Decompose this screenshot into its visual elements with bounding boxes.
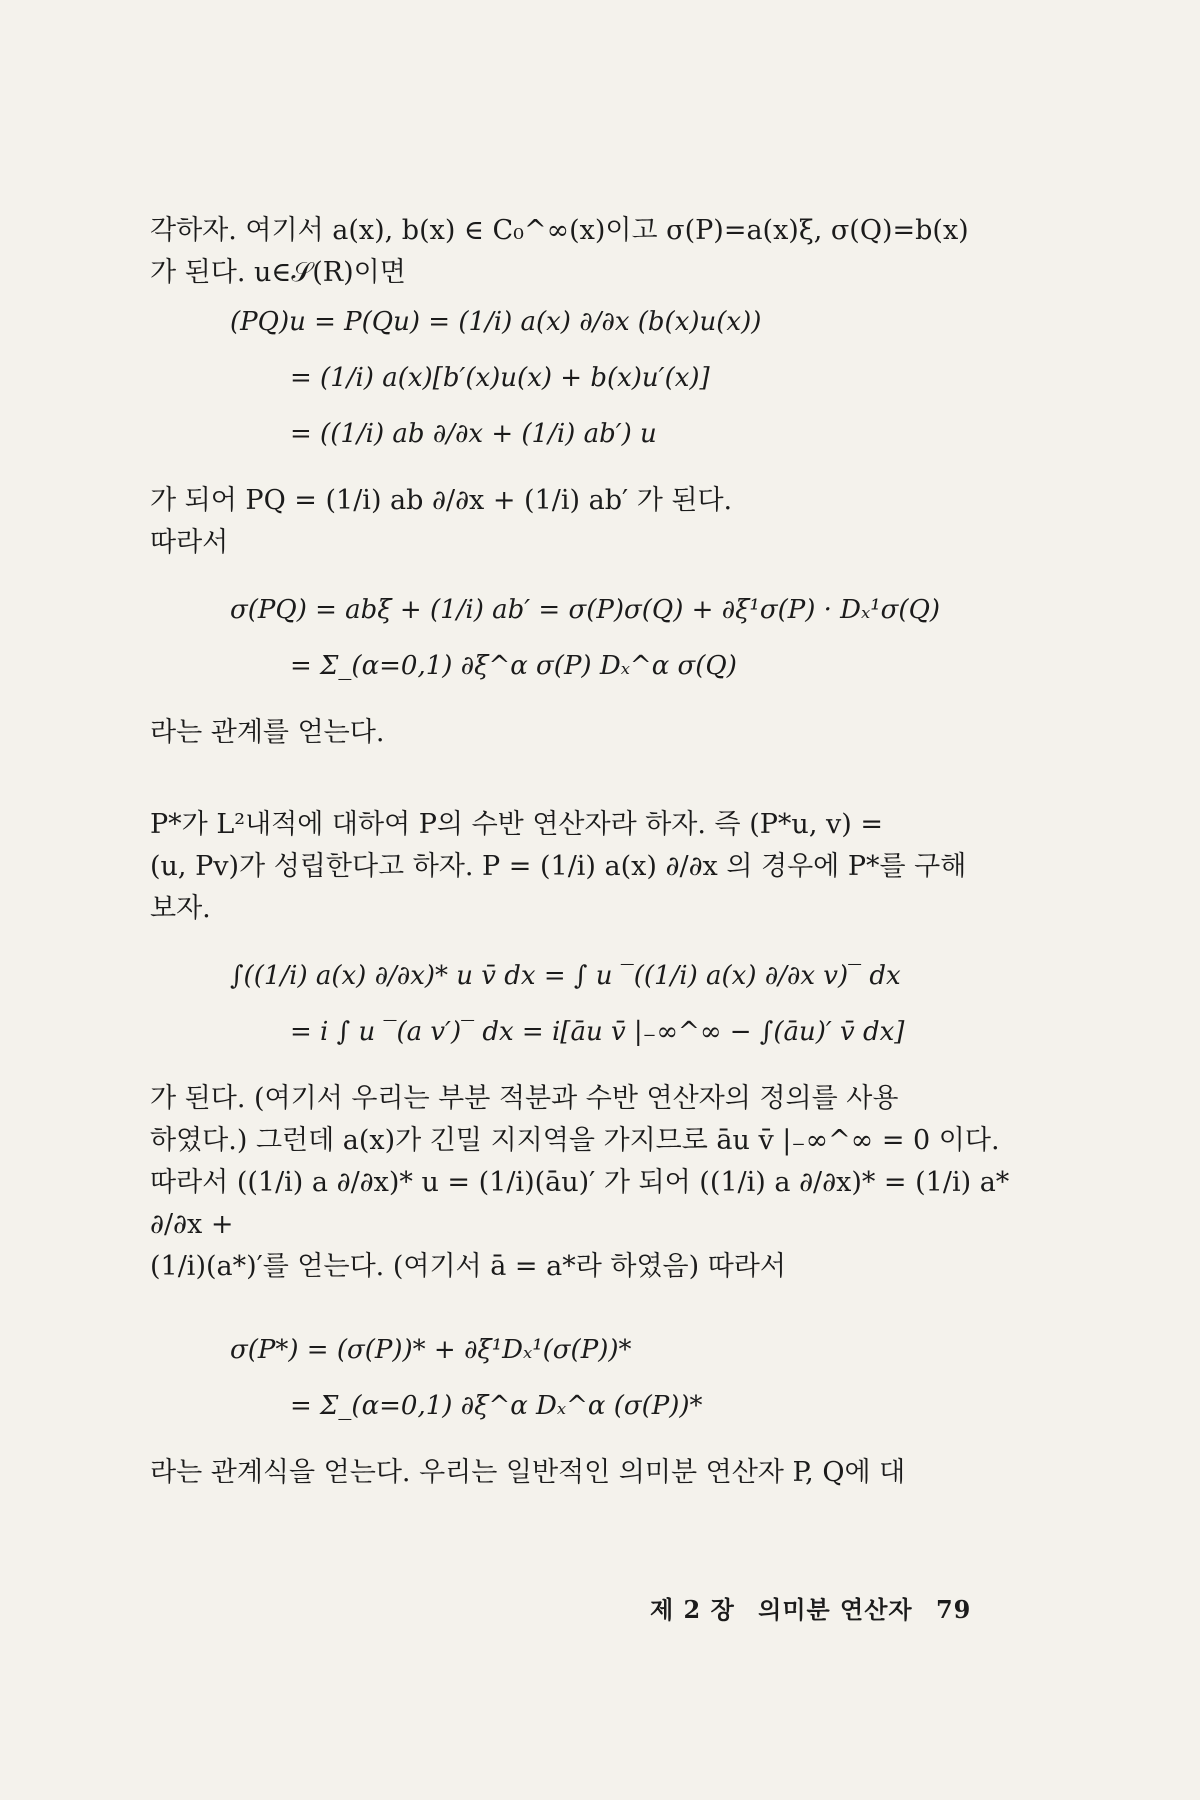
paragraph-line: 라는 관계식을 얻는다. 우리는 일반적인 의미분 연산자 P, Q에 대 xyxy=(150,1457,906,1488)
page-body xyxy=(150,210,1018,1494)
footer-title: 의미분 연산자 xyxy=(758,1595,913,1624)
paragraph-line: 각하자. 여기서 a(x), b(x) ∈ C₀^∞(x)이고 σ(P)=a(x)ξ, σ(Q)=b(x) xyxy=(150,215,969,246)
equation-line: = Σ_(α=0,1) ∂ξ^α σ(P) Dₓ^α σ(Q) xyxy=(290,651,737,681)
paragraph-line: P*가 L²내적에 대하여 P의 수반 연산자라 하자. 즉 (P*u, v) = xyxy=(150,809,883,840)
paragraph-line: 가 된다. (여기서 우리는 부분 적분과 수반 연산자의 정의를 사용 xyxy=(150,1083,899,1114)
paragraph-line: 라는 관계를 얻는다. xyxy=(150,717,385,748)
page-footer xyxy=(650,1590,985,1625)
paragraph-line: (1/i)(a*)′를 얻는다. (여기서 ā = a*라 하였음) 따라서 xyxy=(150,1251,786,1282)
equation-line: σ(PQ) = abξ + (1/i) ab′ = σ(P)σ(Q) + ∂ξ¹σ(P) · Dₓ¹σ(Q) xyxy=(230,595,941,625)
equation-line: = ((1/i) ab ∂/∂x + (1/i) ab′) u xyxy=(290,419,657,449)
paragraph-line: 가 된다. u∈𝒮(R)이면 xyxy=(150,257,406,288)
paragraph-line: (u, Pv)가 성립한다고 하자. P = (1/i) a(x) ∂/∂x 의 경우에 P*를 구해 xyxy=(150,851,967,882)
paragraph-line: 보자. xyxy=(150,893,211,924)
equation-line: = i ∫ u ‾(a v′)‾ dx = i[āu v̄ |₋∞^∞ − ∫(āu)′ v̄ dx] xyxy=(290,1017,905,1047)
paragraph-line: 가 되어 PQ = (1/i) ab ∂/∂x + (1/i) ab′ 가 된다. xyxy=(150,485,733,516)
paragraph-line: 하였다.) 그런데 a(x)가 긴밀 지지역을 가지므로 āu v̄ |₋∞^∞ = 0 이다. xyxy=(150,1125,1000,1156)
equation-line: = Σ_(α=0,1) ∂ξ^α Dₓ^α (σ(P))* xyxy=(290,1391,703,1421)
page-number: 79 xyxy=(935,1595,972,1624)
equation-line: ∫((1/i) a(x) ∂/∂x)* u v̄ dx = ∫ u ‾((1/i) a(x) ∂/∂x v)‾ dx xyxy=(230,961,901,991)
equation-line: σ(P*) = (σ(P))* + ∂ξ¹Dₓ¹(σ(P))* xyxy=(230,1335,632,1365)
paragraph-line: 따라서 xyxy=(150,527,229,558)
equation-line: (PQ)u = P(Qu) = (1/i) a(x) ∂/∂x (b(x)u(x)) xyxy=(230,307,762,337)
paragraph-line: 따라서 ((1/i) a ∂/∂x)* u = (1/i)(āu)′ 가 되어 ((1/i) a ∂/∂x)* = (1/i) a* ∂/∂x + xyxy=(150,1167,1018,1240)
footer-chapter: 제 2 장 xyxy=(650,1595,735,1624)
equation-line: = (1/i) a(x)[b′(x)u(x) + b(x)u′(x)] xyxy=(290,363,710,393)
